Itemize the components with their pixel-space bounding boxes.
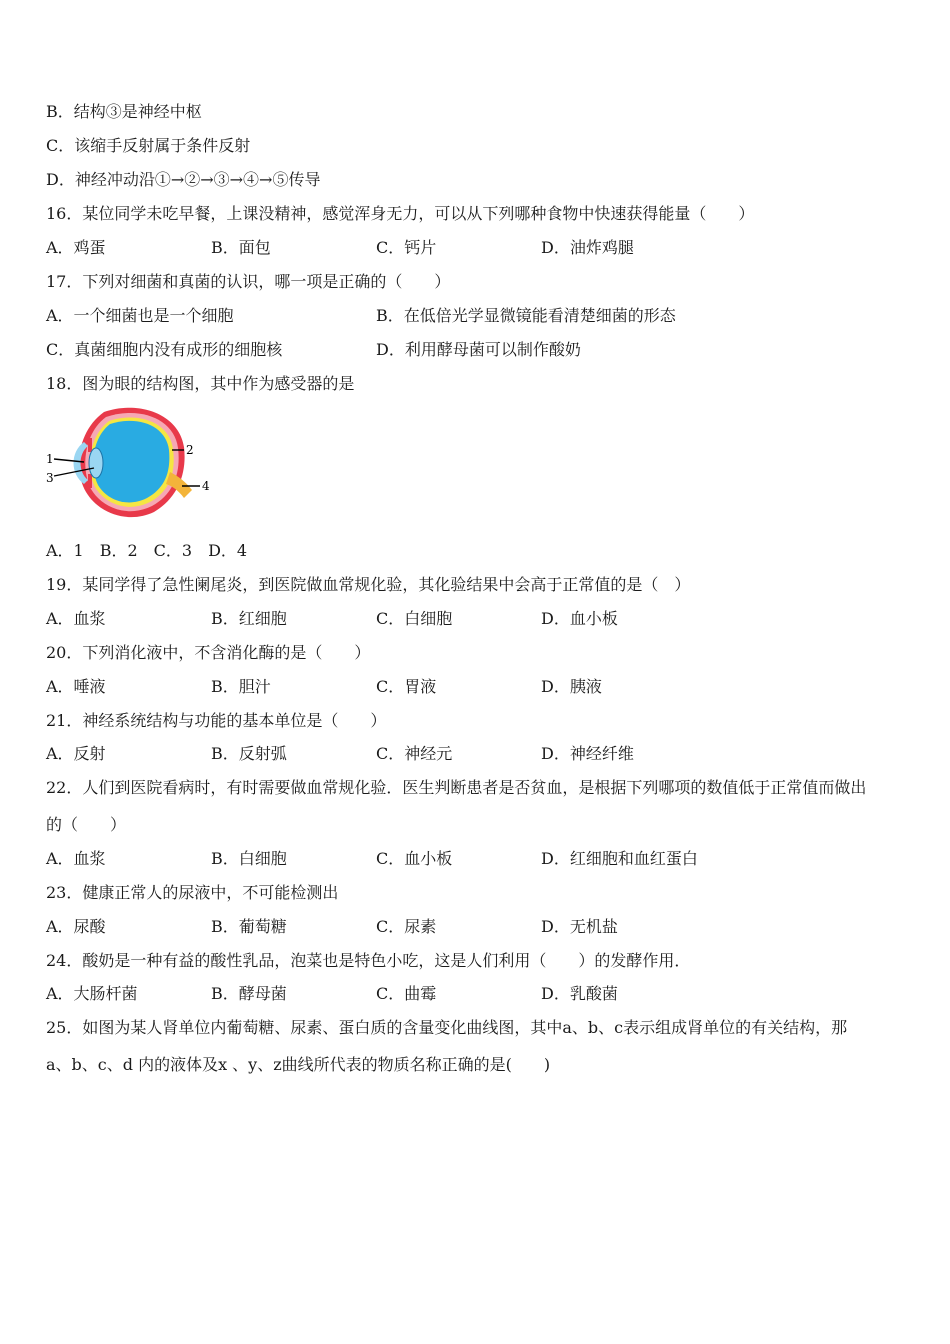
q23-option-d: D．无机盐	[541, 917, 618, 936]
q19-option-a: A．血浆	[46, 609, 106, 628]
q23-option-a: A．尿酸	[46, 917, 106, 936]
q19-option-c: C．白细胞	[376, 609, 453, 628]
q24-option-b: B．酵母菌	[211, 984, 287, 1003]
q24-stem: 24．酸奶是一种有益的酸性乳品，泡菜也是特色小吃，这是人们利用（ ）的发酵作用．	[46, 951, 691, 970]
q23-option-c: C．尿素	[376, 917, 437, 936]
q16-option-d: D．油炸鸡腿	[541, 238, 634, 257]
q23-stem: 23．健康正常人的尿液中，不可能检测出	[46, 883, 339, 902]
q22-option-c: C．血小板	[376, 849, 453, 868]
q21-option-a: A．反射	[46, 744, 106, 763]
q19-stem: 19．某同学得了急性阑尾炎，到医院做血常规化验，其化验结果中会高于正常值的是（ ）	[46, 575, 691, 594]
eye-label-4: 4	[202, 479, 210, 493]
eye-label-2: 2	[186, 443, 194, 457]
q17-stem: 17．下列对细菌和真菌的认识，哪一项是正确的（ ）	[46, 272, 451, 291]
q24-option-d: D．乳酸菌	[541, 984, 618, 1003]
q15-option-c: C．该缩手反射属于条件反射	[46, 136, 251, 155]
q22-stem-line2: 的（ ）	[46, 815, 127, 834]
q21-option-b: B．反射弧	[211, 744, 287, 763]
eye-label-1: 1	[46, 452, 54, 466]
q24-option-c: C．曲霉	[376, 984, 437, 1003]
q16-stem: 16．某位同学未吃早餐，上课没精神，感觉浑身无力，可以从下列哪种食物中快速获得能量（ ）	[46, 204, 755, 223]
q20-option-b: B．胆汁	[211, 677, 271, 696]
q17-option-c: C．真菌细胞内没有成形的细胞核	[46, 340, 283, 359]
q16-option-a: A．鸡蛋	[46, 238, 106, 257]
q15-option-d: D．神经冲动沿①→②→③→④→⑤传导	[46, 170, 321, 189]
q16-option-c: C．钙片	[376, 238, 437, 257]
q22-option-b: B．白细胞	[211, 849, 287, 868]
q21-option-c: C．神经元	[376, 744, 453, 763]
q22-option-d: D．红细胞和血红蛋白	[541, 849, 698, 868]
q18-stem: 18．图为眼的结构图，其中作为感受器的是	[46, 374, 355, 393]
q23-option-b: B．葡萄糖	[211, 917, 287, 936]
q21-stem: 21．神经系统结构与功能的基本单位是（ ）	[46, 711, 387, 730]
q17-option-d: D．利用酵母菌可以制作酸奶	[376, 340, 581, 359]
q16-option-b: B．面包	[211, 238, 271, 257]
q21-option-d: D．神经纤维	[541, 744, 634, 763]
q20-option-c: C．胃液	[376, 677, 437, 696]
q22-stem-line1: 22．人们到医院看病时，有时需要做血常规化验．医生判断患者是否贫血，是根据下列哪项的数值低于正常值而做出	[46, 778, 867, 797]
q25-stem-line2: a、b、c、d 内的液体及x 、y、z曲线所代表的物质名称正确的是( )	[46, 1055, 551, 1074]
q17-option-b: B．在低倍光学显微镜能看清楚细菌的形态	[376, 306, 676, 325]
eye-label-3: 3	[46, 471, 54, 485]
q18-options: A．1 B．2 C．3 D．4	[46, 541, 248, 560]
q17-option-a: A．一个细菌也是一个细胞	[46, 306, 234, 325]
q24-option-a: A．大肠杆菌	[46, 984, 138, 1003]
q25-stem-line1: 25．如图为某人肾单位内葡萄糖、尿素、蛋白质的含量变化曲线图，其中a、b、c表示组成肾单位的有关结构，那	[46, 1018, 848, 1037]
q19-option-d: D．血小板	[541, 609, 618, 628]
q20-option-d: D．胰液	[541, 677, 602, 696]
q20-stem: 20．下列消化液中，不含消化酶的是（ ）	[46, 643, 371, 662]
q19-option-b: B．红细胞	[211, 609, 287, 628]
q20-option-a: A．唾液	[46, 677, 106, 696]
eye-structure-diagram	[44, 402, 214, 522]
q22-option-a: A．血浆	[46, 849, 106, 868]
q15-option-b: B．结构③是神经中枢	[46, 102, 202, 121]
